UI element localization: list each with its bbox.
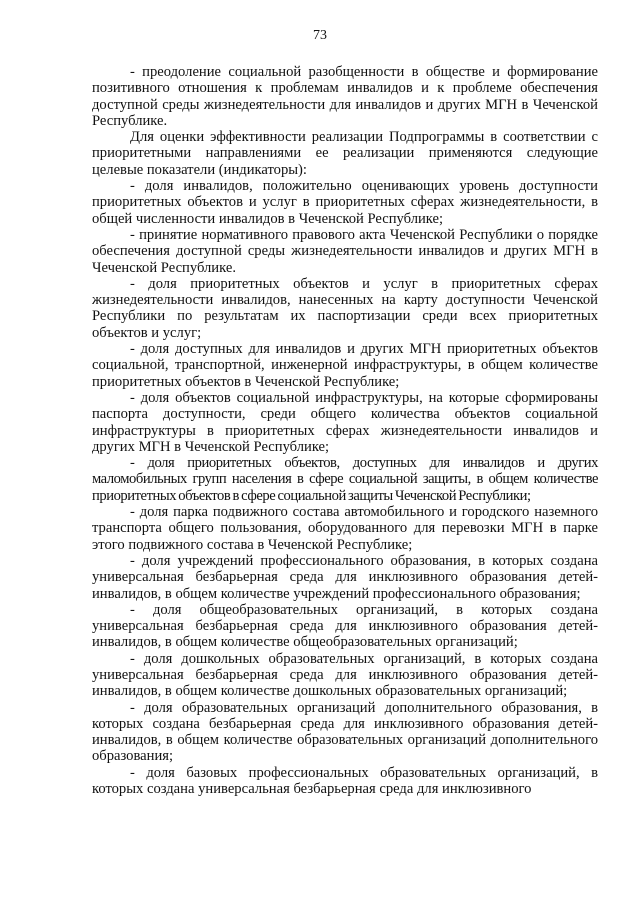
indicator-item: - доля дошкольных образовательных организаций, в которых создана универсальная безбарьерная среда для инклюзивного образования детей-инвалидов, в общем количестве дошкольных образовательных организаций; <box>92 650 598 700</box>
indicator-item: - принятие нормативного правового акта Чеченской Республики о порядке обеспечения доступной среды жизнедеятельности инвалидов и других МГН в Чеченской Республике. <box>92 226 598 276</box>
page-number: 73 <box>313 28 327 43</box>
paragraph: - преодоление социальной разобщенности в обществе и формирование позитивного отношения к проблемам инвалидов и к проблеме обеспечения доступной среды жизнедеятельности для инвалидов и других МГН в Чеченской Республике. <box>92 64 598 129</box>
indicator-item: - доля приоритетных объектов и услуг в приоритетных сферах жизнедеятельности инвалидов, нанесенных на карту доступности Чеченской Республики по результатам их паспортизации среди всех приоритетных объектов и услуг; <box>92 275 598 341</box>
indicator-item: - доля образовательных организаций дополнительного образования, в которых создана безбарьерная среда для инклюзивного образования детей-инвалидов, в общем количестве образовательных организаций дополнительного образования; <box>92 699 598 765</box>
indicator-item: - доля общеобразовательных организаций, в которых создана универсальная безбарьерная среда для инклюзивного образования детей-инвалидов, в общем количестве общеобразовательных организаций; <box>92 601 598 651</box>
indicator-item: - доля базовых профессиональных образовательных организаций, в которых создана универсальная безбарьерная среда для инклюзивного <box>92 764 598 798</box>
indicator-item: - доля учреждений профессионального образования, в которых создана универсальная безбарьерная среда для инклюзивного образования детей-инвалидов, в общем количестве учреждений профессионального образования; <box>92 552 598 602</box>
indicator-item: - доля приоритетных объектов, доступных для инвалидов и других маломобильных групп населения в сфере социальной защиты, в общем количестве приоритетных объектов в сфере социальной защиты Чеченской Республики; <box>92 455 598 504</box>
indicator-item: - доля парка подвижного состава автомобильного и городского наземного транспорта общего пользования, оборудованного для перевозки МГН в парке этого подвижного состава в Чеченской Республике; <box>92 504 598 553</box>
indicator-item: - доля доступных для инвалидов и других МГН приоритетных объектов социальной, транспортной, инженерной инфраструктуры, в общем количестве приоритетных объектов в Чеченской Республике; <box>92 341 598 390</box>
indicator-item: - доля инвалидов, положительно оценивающих уровень доступности приоритетных объектов и услуг в приоритетных сферах жизнедеятельности, в общей численности инвалидов в Чеченской Республике; <box>92 178 598 227</box>
body-text <box>92 64 598 797</box>
indicator-item: - доля объектов социальной инфраструктуры, на которые сформированы паспорта доступности, среди общего количества объектов социальной инфраструктуры в приоритетных сферах жизнедеятельности инвалидов и других МГН в Чеченской Республике; <box>92 389 598 455</box>
paragraph: Для оценки эффективности реализации Подпрограммы в соответствии с приоритетными направлениями ее реализации применяются следующие целевые показатели (индикаторы): <box>92 129 598 178</box>
